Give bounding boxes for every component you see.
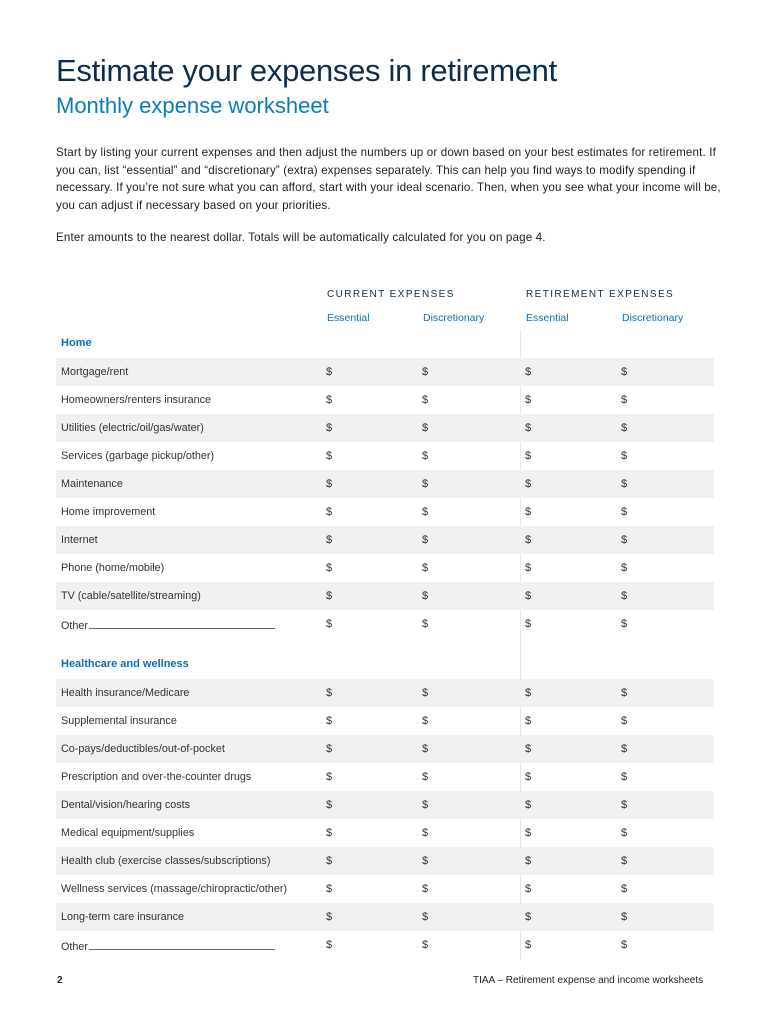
retirement-discretionary-amount-field[interactable] (621, 360, 711, 384)
expense-row (56, 498, 714, 526)
retirement-discretionary-amount-field[interactable] (621, 500, 711, 524)
expense-category: Other (61, 941, 89, 953)
retirement-essential-amount-field[interactable] (525, 849, 615, 873)
dollar-sign: $ (326, 562, 333, 574)
current-discretionary-amount-field[interactable] (422, 556, 512, 580)
expense-row-label (61, 562, 164, 574)
expense-row (56, 358, 714, 386)
expense-category: Home improvement (61, 506, 156, 518)
retirement-expenses-header: RETIREMENT EXPENSES (526, 289, 675, 300)
dollar-sign: $ (525, 394, 532, 406)
retirement-essential-amount-field[interactable] (525, 765, 615, 789)
dollar-sign: $ (326, 618, 333, 630)
dollar-sign: $ (422, 394, 429, 406)
dollar-sign: $ (422, 590, 429, 602)
dollar-sign: $ (621, 715, 628, 727)
dollar-sign: $ (422, 911, 429, 923)
current-essential-amount-field[interactable] (326, 360, 416, 384)
expense-row-label (61, 590, 201, 602)
current-essential-amount-field[interactable] (326, 444, 416, 468)
current-essential-amount-field[interactable] (326, 737, 416, 761)
dollar-sign: $ (326, 422, 333, 434)
current-essential-amount-field[interactable] (326, 584, 416, 608)
expense-row (56, 931, 714, 959)
dollar-sign: $ (525, 771, 532, 783)
expense-category: Maintenance (61, 478, 123, 490)
expense-row-label (61, 855, 270, 867)
dollar-sign: $ (621, 534, 628, 546)
dollar-sign: $ (525, 883, 532, 895)
expense-category: Internet (61, 534, 98, 546)
dollar-sign: $ (422, 883, 429, 895)
current-discretionary-amount-field[interactable] (422, 793, 512, 817)
dollar-sign: $ (422, 422, 429, 434)
current-discretionary-amount-field[interactable] (422, 905, 512, 929)
dollar-sign: $ (621, 478, 628, 490)
expense-row (56, 470, 714, 498)
retirement-essential-amount-field[interactable] (525, 584, 615, 608)
expense-row (56, 386, 714, 414)
retirement-discretionary-amount-field[interactable] (621, 472, 711, 496)
retirement-essential-amount-field[interactable] (525, 360, 615, 384)
expense-category: Mortgage/rent (61, 366, 129, 378)
dollar-sign: $ (621, 855, 628, 867)
expense-row-label (61, 827, 194, 839)
dollar-sign: $ (326, 939, 333, 951)
section-title: Home (61, 337, 92, 349)
expense-category: Co-pays/deductibles/out-of-pocket (61, 743, 225, 755)
dollar-sign: $ (422, 687, 429, 699)
expense-row-label (61, 799, 190, 811)
current-discretionary-amount-field[interactable] (422, 528, 512, 552)
dollar-sign: $ (326, 827, 333, 839)
retirement-essential-amount-field[interactable] (525, 905, 615, 929)
retirement-discretionary-amount-field[interactable] (621, 444, 711, 468)
dollar-sign: $ (422, 771, 429, 783)
section-header (56, 651, 714, 679)
retirement-essential-amount-field[interactable] (525, 933, 615, 957)
current-discretionary-amount-field[interactable] (422, 388, 512, 412)
expense-row-label (61, 771, 251, 783)
current-essential-amount-field[interactable] (326, 793, 416, 817)
expense-row-label (61, 883, 287, 895)
dollar-sign: $ (326, 799, 333, 811)
expense-row-label (61, 911, 184, 923)
expense-row (56, 442, 714, 470)
expense-row-label (61, 394, 211, 406)
page-title: Estimate your expenses in retirement (56, 53, 557, 88)
retirement-discretionary-amount-field[interactable] (621, 416, 711, 440)
dollar-sign: $ (525, 562, 532, 574)
expense-row-label (61, 422, 204, 434)
expense-row (56, 554, 714, 582)
expense-category: Other (61, 620, 89, 632)
dollar-sign: $ (422, 743, 429, 755)
expense-row-label (61, 366, 128, 378)
dollar-sign: $ (422, 618, 429, 630)
retirement-discretionary-amount-field[interactable] (621, 905, 711, 929)
dollar-sign: $ (621, 799, 628, 811)
dollar-sign: $ (621, 911, 628, 923)
current-discretionary-amount-field[interactable] (422, 584, 512, 608)
dollar-sign: $ (326, 911, 333, 923)
retirement-essential-amount-field[interactable] (525, 472, 615, 496)
dollar-sign: $ (422, 939, 429, 951)
retirement-discretionary-amount-field[interactable] (621, 709, 711, 733)
expense-category: Wellness services (massage/chiropractic/other) (61, 883, 288, 895)
current-essential-amount-field[interactable] (326, 877, 416, 901)
dollar-sign: $ (621, 743, 628, 755)
expense-row (56, 526, 714, 554)
retirement-discretionary-amount-field[interactable] (621, 528, 711, 552)
current-discretionary-amount-field[interactable] (422, 612, 512, 636)
dollar-sign: $ (621, 618, 628, 630)
current-discretionary-amount-field[interactable] (422, 709, 512, 733)
other-description-field[interactable] (89, 939, 275, 950)
expense-row-label (61, 715, 177, 727)
section-header (56, 330, 714, 358)
dollar-sign: $ (525, 534, 532, 546)
dollar-sign: $ (326, 743, 333, 755)
expense-row-label (61, 450, 214, 462)
retirement-essential-amount-field[interactable] (525, 416, 615, 440)
retirement-essential-amount-field[interactable] (525, 793, 615, 817)
retirement-discretionary-amount-field[interactable] (621, 821, 711, 845)
expense-category: Medical equipment/supplies (61, 827, 195, 839)
dollar-sign: $ (422, 506, 429, 518)
current-discretionary-amount-field[interactable] (422, 681, 512, 705)
dollar-sign: $ (621, 590, 628, 602)
current-discretionary-header: Discretionary (423, 312, 485, 324)
expense-row (56, 414, 714, 442)
retirement-essential-amount-field[interactable] (525, 821, 615, 845)
dollar-sign: $ (525, 743, 532, 755)
expense-category: Utilities (electric/oil/gas/water) (61, 422, 204, 434)
dollar-sign: $ (326, 687, 333, 699)
dollar-sign: $ (326, 883, 333, 895)
dollar-sign: $ (525, 618, 532, 630)
current-expenses-header: CURRENT EXPENSES (327, 289, 455, 300)
current-discretionary-amount-field[interactable] (422, 765, 512, 789)
current-essential-amount-field[interactable] (326, 388, 416, 412)
expense-row (56, 610, 714, 638)
current-essential-amount-field[interactable] (326, 681, 416, 705)
current-essential-amount-field[interactable] (326, 849, 416, 873)
retirement-essential-amount-field[interactable] (525, 556, 615, 580)
dollar-sign: $ (422, 562, 429, 574)
page-number: 2 (57, 975, 63, 986)
footer-text: TIAA – Retirement expense and income worksheets (473, 975, 704, 986)
dollar-sign: $ (422, 366, 429, 378)
retirement-discretionary-amount-field[interactable] (621, 612, 711, 636)
expense-category: Phone (home/mobile) (61, 562, 165, 574)
dollar-sign: $ (326, 590, 333, 602)
expense-category: TV (cable/satellite/streaming) (61, 590, 201, 602)
dollar-sign: $ (326, 715, 333, 727)
current-discretionary-amount-field[interactable] (422, 444, 512, 468)
expense-category: Supplemental insurance (61, 715, 177, 727)
dollar-sign: $ (326, 534, 333, 546)
retirement-essential-amount-field[interactable] (525, 500, 615, 524)
current-essential-amount-field[interactable] (326, 416, 416, 440)
expense-category: Health club (exercise classes/subscriptions) (61, 855, 271, 867)
dollar-sign: $ (621, 506, 628, 518)
expense-category: Dental/vision/hearing costs (61, 799, 191, 811)
dollar-sign: $ (326, 450, 333, 462)
current-discretionary-amount-field[interactable] (422, 500, 512, 524)
retirement-essential-amount-field[interactable] (525, 681, 615, 705)
current-essential-header: Essential (327, 312, 370, 324)
current-essential-amount-field[interactable] (326, 933, 416, 957)
dollar-sign: $ (525, 939, 532, 951)
dollar-sign: $ (326, 771, 333, 783)
current-discretionary-amount-field[interactable] (422, 933, 512, 957)
dollar-sign: $ (621, 771, 628, 783)
retirement-essential-amount-field[interactable] (525, 737, 615, 761)
expense-row (56, 903, 714, 931)
dollar-sign: $ (621, 394, 628, 406)
current-discretionary-amount-field[interactable] (422, 472, 512, 496)
expense-row-label (61, 506, 155, 518)
expense-row-label (61, 478, 123, 490)
current-essential-amount-field[interactable] (326, 500, 416, 524)
other-description-field[interactable] (89, 618, 275, 629)
expense-category: Homeowners/renters insurance (61, 394, 212, 406)
retirement-discretionary-amount-field[interactable] (621, 681, 711, 705)
dollar-sign: $ (525, 366, 532, 378)
dollar-sign: $ (621, 366, 628, 378)
expense-row (56, 707, 714, 735)
dollar-sign: $ (422, 715, 429, 727)
retirement-discretionary-header: Discretionary (622, 312, 684, 324)
expense-row-label (61, 534, 98, 546)
retirement-essential-amount-field[interactable] (525, 444, 615, 468)
current-discretionary-amount-field[interactable] (422, 821, 512, 845)
dollar-sign: $ (422, 827, 429, 839)
dollar-sign: $ (525, 478, 532, 490)
retirement-essential-amount-field[interactable] (525, 528, 615, 552)
instructions-note: Enter amounts to the nearest dollar. Totals will be automatically calculated for you on page 4. (56, 231, 546, 244)
dollar-sign: $ (621, 450, 628, 462)
expense-category: Long-term care insurance (61, 911, 185, 923)
retirement-discretionary-amount-field[interactable] (621, 737, 711, 761)
dollar-sign: $ (326, 855, 333, 867)
retirement-essential-amount-field[interactable] (525, 877, 615, 901)
retirement-essential-amount-field[interactable] (525, 709, 615, 733)
dollar-sign: $ (422, 450, 429, 462)
expense-row (56, 763, 714, 791)
retirement-discretionary-amount-field[interactable] (621, 793, 711, 817)
expense-row-label (61, 939, 275, 953)
dollar-sign: $ (621, 939, 628, 951)
expense-row (56, 875, 714, 903)
dollar-sign: $ (422, 799, 429, 811)
current-essential-amount-field[interactable] (326, 905, 416, 929)
current-discretionary-amount-field[interactable] (422, 849, 512, 873)
dollar-sign: $ (422, 478, 429, 490)
current-discretionary-amount-field[interactable] (422, 737, 512, 761)
dollar-sign: $ (621, 562, 628, 574)
current-essential-amount-field[interactable] (326, 821, 416, 845)
dollar-sign: $ (422, 534, 429, 546)
retirement-essential-header: Essential (526, 312, 569, 324)
expense-row (56, 679, 714, 707)
retirement-discretionary-amount-field[interactable] (621, 877, 711, 901)
section-title: Healthcare and wellness (61, 658, 189, 670)
expense-row (56, 847, 714, 875)
expense-category: Prescription and over-the-counter drugs (61, 771, 252, 783)
retirement-essential-amount-field[interactable] (525, 612, 615, 636)
retirement-discretionary-amount-field[interactable] (621, 849, 711, 873)
retirement-discretionary-amount-field[interactable] (621, 388, 711, 412)
dollar-sign: $ (326, 478, 333, 490)
dollar-sign: $ (525, 855, 532, 867)
retirement-discretionary-amount-field[interactable] (621, 765, 711, 789)
expense-category: Services (garbage pickup/other) (61, 450, 215, 462)
dollar-sign: $ (525, 450, 532, 462)
retirement-discretionary-amount-field[interactable] (621, 584, 711, 608)
dollar-sign: $ (525, 687, 532, 699)
current-essential-amount-field[interactable] (326, 528, 416, 552)
expense-row-label (61, 618, 275, 632)
dollar-sign: $ (326, 366, 333, 378)
dollar-sign: $ (525, 422, 532, 434)
expense-row (56, 582, 714, 610)
dollar-sign: $ (621, 687, 628, 699)
retirement-discretionary-amount-field[interactable] (621, 556, 711, 580)
current-discretionary-amount-field[interactable] (422, 360, 512, 384)
current-essential-amount-field[interactable] (326, 709, 416, 733)
expense-category: Health insurance/Medicare (61, 687, 190, 699)
current-essential-amount-field[interactable] (326, 612, 416, 636)
page-subtitle: Monthly expense worksheet (56, 93, 329, 118)
dollar-sign: $ (525, 715, 532, 727)
dollar-sign: $ (621, 883, 628, 895)
current-essential-amount-field[interactable] (326, 472, 416, 496)
dollar-sign: $ (525, 590, 532, 602)
dollar-sign: $ (525, 799, 532, 811)
expense-row (56, 791, 714, 819)
dollar-sign: $ (525, 827, 532, 839)
dollar-sign: $ (621, 422, 628, 434)
dollar-sign: $ (326, 394, 333, 406)
dollar-sign: $ (525, 506, 532, 518)
current-discretionary-amount-field[interactable] (422, 416, 512, 440)
retirement-essential-amount-field[interactable] (525, 388, 615, 412)
current-essential-amount-field[interactable] (326, 556, 416, 580)
dollar-sign: $ (525, 911, 532, 923)
current-essential-amount-field[interactable] (326, 765, 416, 789)
current-discretionary-amount-field[interactable] (422, 877, 512, 901)
dollar-sign: $ (422, 855, 429, 867)
dollar-sign: $ (326, 506, 333, 518)
expense-row (56, 735, 714, 763)
dollar-sign: $ (621, 827, 628, 839)
expense-row (56, 819, 714, 847)
retirement-discretionary-amount-field[interactable] (621, 933, 711, 957)
intro-paragraph: Start by listing your current expenses and then adjust the numbers up or down based on your best estimates for retirement. If you can, list “essential” and “discretionary” (extra) expenses separately. This can help you find ways to modify spending if necessary. If you’re not sure what you can afford, start with your ideal scenario. Then, when you see what your income will be, you can adjust if necessary based on your priorities. (56, 146, 721, 212)
expense-row-label (61, 687, 189, 699)
expense-row-label (61, 743, 225, 755)
